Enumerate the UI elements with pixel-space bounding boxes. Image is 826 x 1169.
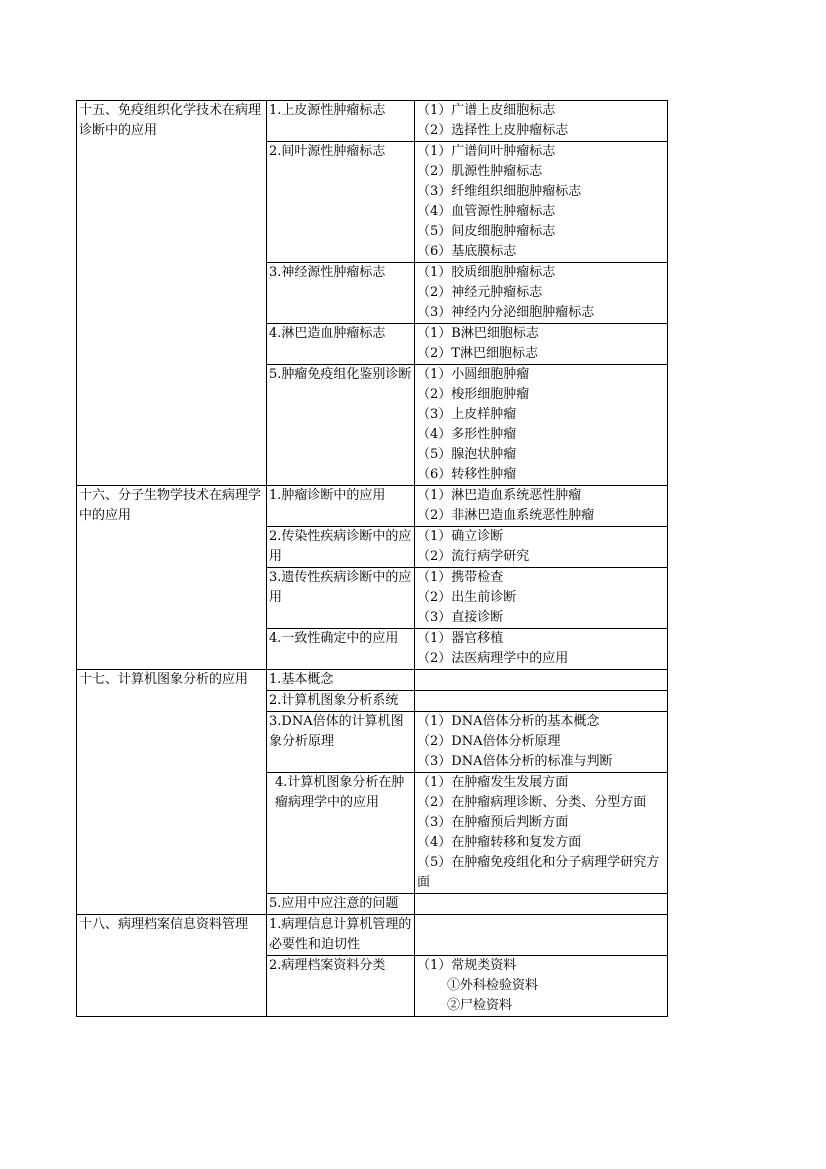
topic-label: 4.计算机图象分析在肿瘤病理学中的应用	[267, 773, 415, 894]
topic-label: 2.传染性疾病诊断中的应用	[267, 527, 415, 568]
list-item: （1）胶质细胞肿瘤标志	[417, 265, 556, 280]
list-item: （6）转移性肿瘤	[417, 467, 517, 482]
list-item: （3）在肿瘤预后判断方面	[417, 815, 569, 830]
topic-items	[415, 527, 668, 568]
list-item: （1）常规类资料	[417, 958, 517, 973]
list-item: （2）在肿瘤病理诊断、分类、分型方面	[417, 795, 647, 810]
sub-item: ②尸检资料	[447, 998, 513, 1013]
list-item: （1）在肿瘤发生发展方面	[417, 775, 569, 790]
topic-label: 4.淋巴造血肿瘤标志	[267, 324, 415, 365]
topic-items	[415, 773, 668, 894]
list-item: （1）广谱间叶肿瘤标志	[417, 144, 556, 159]
list-item: （4）多形性肿瘤	[417, 427, 517, 442]
list-item: （2）T淋巴细胞标志	[417, 346, 538, 361]
topic-label: 1.肿瘤诊断中的应用	[267, 486, 415, 527]
topic-items	[415, 568, 668, 629]
list-item: （3）神经内分泌细胞肿瘤标志	[417, 305, 595, 320]
topic-label: 3.神经源性肿瘤标志	[267, 263, 415, 324]
section-title: 十七、计算机图象分析的应用	[77, 670, 267, 915]
topic-items	[415, 629, 668, 670]
list-item: （1）小圆细胞肿瘤	[417, 367, 530, 382]
list-item: （1）携带检查	[417, 570, 504, 585]
list-item: （1）B淋巴细胞标志	[417, 326, 539, 341]
topic-items	[415, 956, 668, 1017]
list-item: （5）腺泡状肿瘤	[417, 447, 517, 462]
topic-items	[415, 263, 668, 324]
list-item: （2）法医病理学中的应用	[417, 651, 569, 666]
list-item: （1）淋巴造血系统恶性肿瘤	[417, 488, 582, 503]
topic-label: 2.间叶源性肿瘤标志	[267, 142, 415, 263]
list-item: （5）在肿瘤免疫组化和分子病理学研究方面	[417, 855, 660, 890]
topic-items	[415, 691, 668, 712]
topic-label: 2.病理档案资料分类	[267, 956, 415, 1017]
list-item: （2）出生前诊断	[417, 590, 517, 605]
list-item: （2）梭形细胞肿瘤	[417, 387, 530, 402]
topic-label: 5.应用中应注意的问题	[267, 894, 415, 915]
list-item: （3）DNA倍体分析的标准与判断	[417, 754, 613, 769]
topic-items	[415, 670, 668, 691]
topic-label: 1.上皮源性肿瘤标志	[267, 101, 415, 142]
table-row	[77, 101, 668, 142]
topic-label: 1.病理信息计算机管理的必要性和迫切性	[267, 915, 415, 956]
list-item: （5）间皮细胞肿瘤标志	[417, 224, 556, 239]
sub-item: ①外科检验资料	[447, 978, 539, 993]
topic-items	[415, 894, 668, 915]
topic-items	[415, 915, 668, 956]
syllabus-table	[76, 100, 668, 1017]
topic-label: 5.肿瘤免疫组化鉴别诊断	[267, 365, 415, 486]
section-title: 十六、分子生物学技术在病理学中的应用	[77, 486, 267, 670]
table-row	[77, 486, 668, 527]
topic-items	[415, 365, 668, 486]
section-title: 十五、免疫组织化学技术在病理诊断中的应用	[77, 101, 267, 486]
topic-label: 3.遗传性疾病诊断中的应用	[267, 568, 415, 629]
table-row	[77, 915, 668, 956]
topic-items	[415, 712, 668, 773]
topic-items	[415, 101, 668, 142]
topic-label: 4.一致性确定中的应用	[267, 629, 415, 670]
topic-label: 1.基本概念	[267, 670, 415, 691]
list-item: （1）器官移植	[417, 631, 504, 646]
topic-items	[415, 324, 668, 365]
list-item: （2）神经元肿瘤标志	[417, 285, 543, 300]
list-item: （2）DNA倍体分析原理	[417, 734, 561, 749]
list-item: （6）基底膜标志	[417, 244, 517, 259]
list-item: （1）确立诊断	[417, 529, 504, 544]
list-item: （2）流行病学研究	[417, 549, 530, 564]
list-item: （3）上皮样肿瘤	[417, 407, 517, 422]
list-item: （3）纤维组织细胞肿瘤标志	[417, 184, 582, 199]
list-item: （2）选择性上皮肿瘤标志	[417, 123, 569, 138]
topic-items	[415, 142, 668, 263]
topic-label: 2.计算机图象分析系统	[267, 691, 415, 712]
table-row	[77, 670, 668, 691]
list-item: （4）血管源性肿瘤标志	[417, 204, 556, 219]
section-title: 十八、病理档案信息资料管理	[77, 915, 267, 1017]
topic-label: 3.DNA倍体的计算机图象分析原理	[267, 712, 415, 773]
list-item: （4）在肿瘤转移和复发方面	[417, 835, 582, 850]
list-item: （2）肌源性肿瘤标志	[417, 164, 543, 179]
list-item: （2）非淋巴造血系统恶性肿瘤	[417, 508, 595, 523]
topic-items	[415, 486, 668, 527]
list-item: （1）DNA倍体分析的基本概念	[417, 714, 600, 729]
list-item: （3）直接诊断	[417, 610, 504, 625]
list-item: （1）广谱上皮细胞标志	[417, 103, 556, 118]
